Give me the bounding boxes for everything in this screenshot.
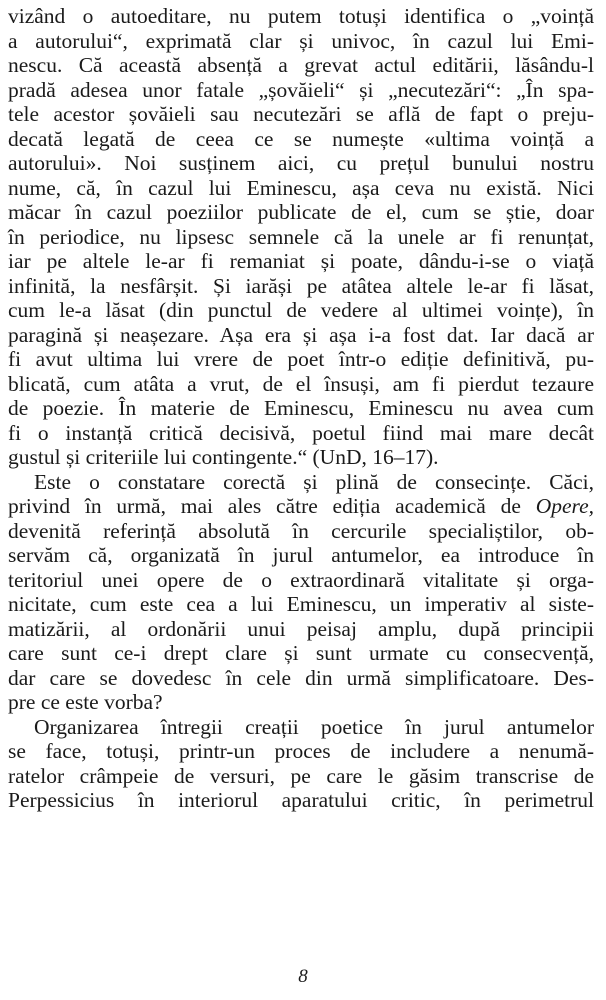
text-line: a autorului“, exprimată clar și univoc, în cazul lui Emi- [8,28,594,53]
text-line: tele acestor șovăieli sau necutezări se află de fapt o preju- [8,102,594,126]
paragraph-3 [8,715,594,813]
text-line: gustul și criteriile lui contingente.“ (UnD, 16–17). [8,445,439,469]
text-run: privind în urmă, mai ales către ediția academică de [8,494,536,518]
paragraph-2 [8,470,594,715]
paragraph-1 [8,4,594,470]
text-line: fi avut ultima lui vrere de poet într-o ediție definitivă, pu- [8,347,594,371]
text-line: măcar în cazul poeziilor publicate de el, cum se știe, doar [8,200,594,224]
text-line: paragină și neașezare. Așa era și așa i-a fost dat. Iar dacă ar [8,322,594,347]
text-line: nume, că, în cazul lui Eminescu, așa ceva nu există. Nici [8,175,594,200]
text-line: vizând o autoeditare, nu putem totuși identifica o „voință [8,4,594,28]
text-line: nicitate, cum este cea a lui Eminescu, un imperativ al siste- [8,592,594,616]
text-line: ratelor crâmpeie de versuri, pe care le găsim transcrise de [8,763,594,788]
text-line: fi o instanță critică decisivă, poetul fiind mai mare decât [8,420,594,445]
text-line: pre ce este vorba? [8,690,163,714]
text-line: autorului». Noi susținem aici, cu prețul bunului nostru [8,151,594,175]
text-line: servăm că, organizată în jurul antumelor, ea introduce în [8,543,594,567]
text-line: se face, totuși, printr-un proces de includere a nenumă- [8,739,594,763]
text-line: matizării, al ordonării unui peisaj amplu, după principii [8,616,594,641]
text-line: nescu. Că această absență a grevat actul editării, lăsându-l [8,53,594,77]
text-line: iar pe altele le-ar fi remaniat și poate, dându-i-se o viață [8,249,594,273]
page-number: 8 [298,966,308,987]
text-line: dar care se dovedesc în cele din urmă simplificatoare. Des- [8,665,594,690]
text-line: infinită, la nesfârșit. Și iarăși pe atâtea altele le-ar fi lăsat, [8,273,594,298]
text-line: Organizarea întregii creații poetice în jurul antumelor [34,714,594,739]
text-line: decată legată de ceea ce se numește «ultima voință a [8,126,594,151]
text-line: blicată, cum atâta a vrut, de el însuși, am fi pierdut tezaure [8,371,594,396]
text-line: Este o constatare corectă și plină de consecințe. Căci, [34,469,594,494]
text-line: pradă adesea unor fatale „șovăieli“ și „necutezări“: „În spa- [8,77,594,102]
text-line: care sunt ce-i drept clare și sunt urmate cu consecvență, [8,641,594,665]
text-line: cum le-a lăsat (din punctul de vedere al ultimei voințe), în [8,298,594,322]
text-line: Perpessicius în interiorul aparatului critic, în perimetrul [8,788,594,812]
text-line: de poezie. În materie de Eminescu, Eminescu nu avea cum [8,396,594,420]
text-line [8,494,594,519]
text-line: devenită referință absolută în cercurile specialiștilor, ob- [8,518,594,543]
text-line: în periodice, nu lipsesc semnele că la unele ar fi renunțat, [8,224,594,249]
italic-title-opere: Opere, [535,494,594,518]
body-text [8,4,594,813]
text-line: teritoriul unei opere de o extraordinară vitalitate și orga- [8,567,594,592]
